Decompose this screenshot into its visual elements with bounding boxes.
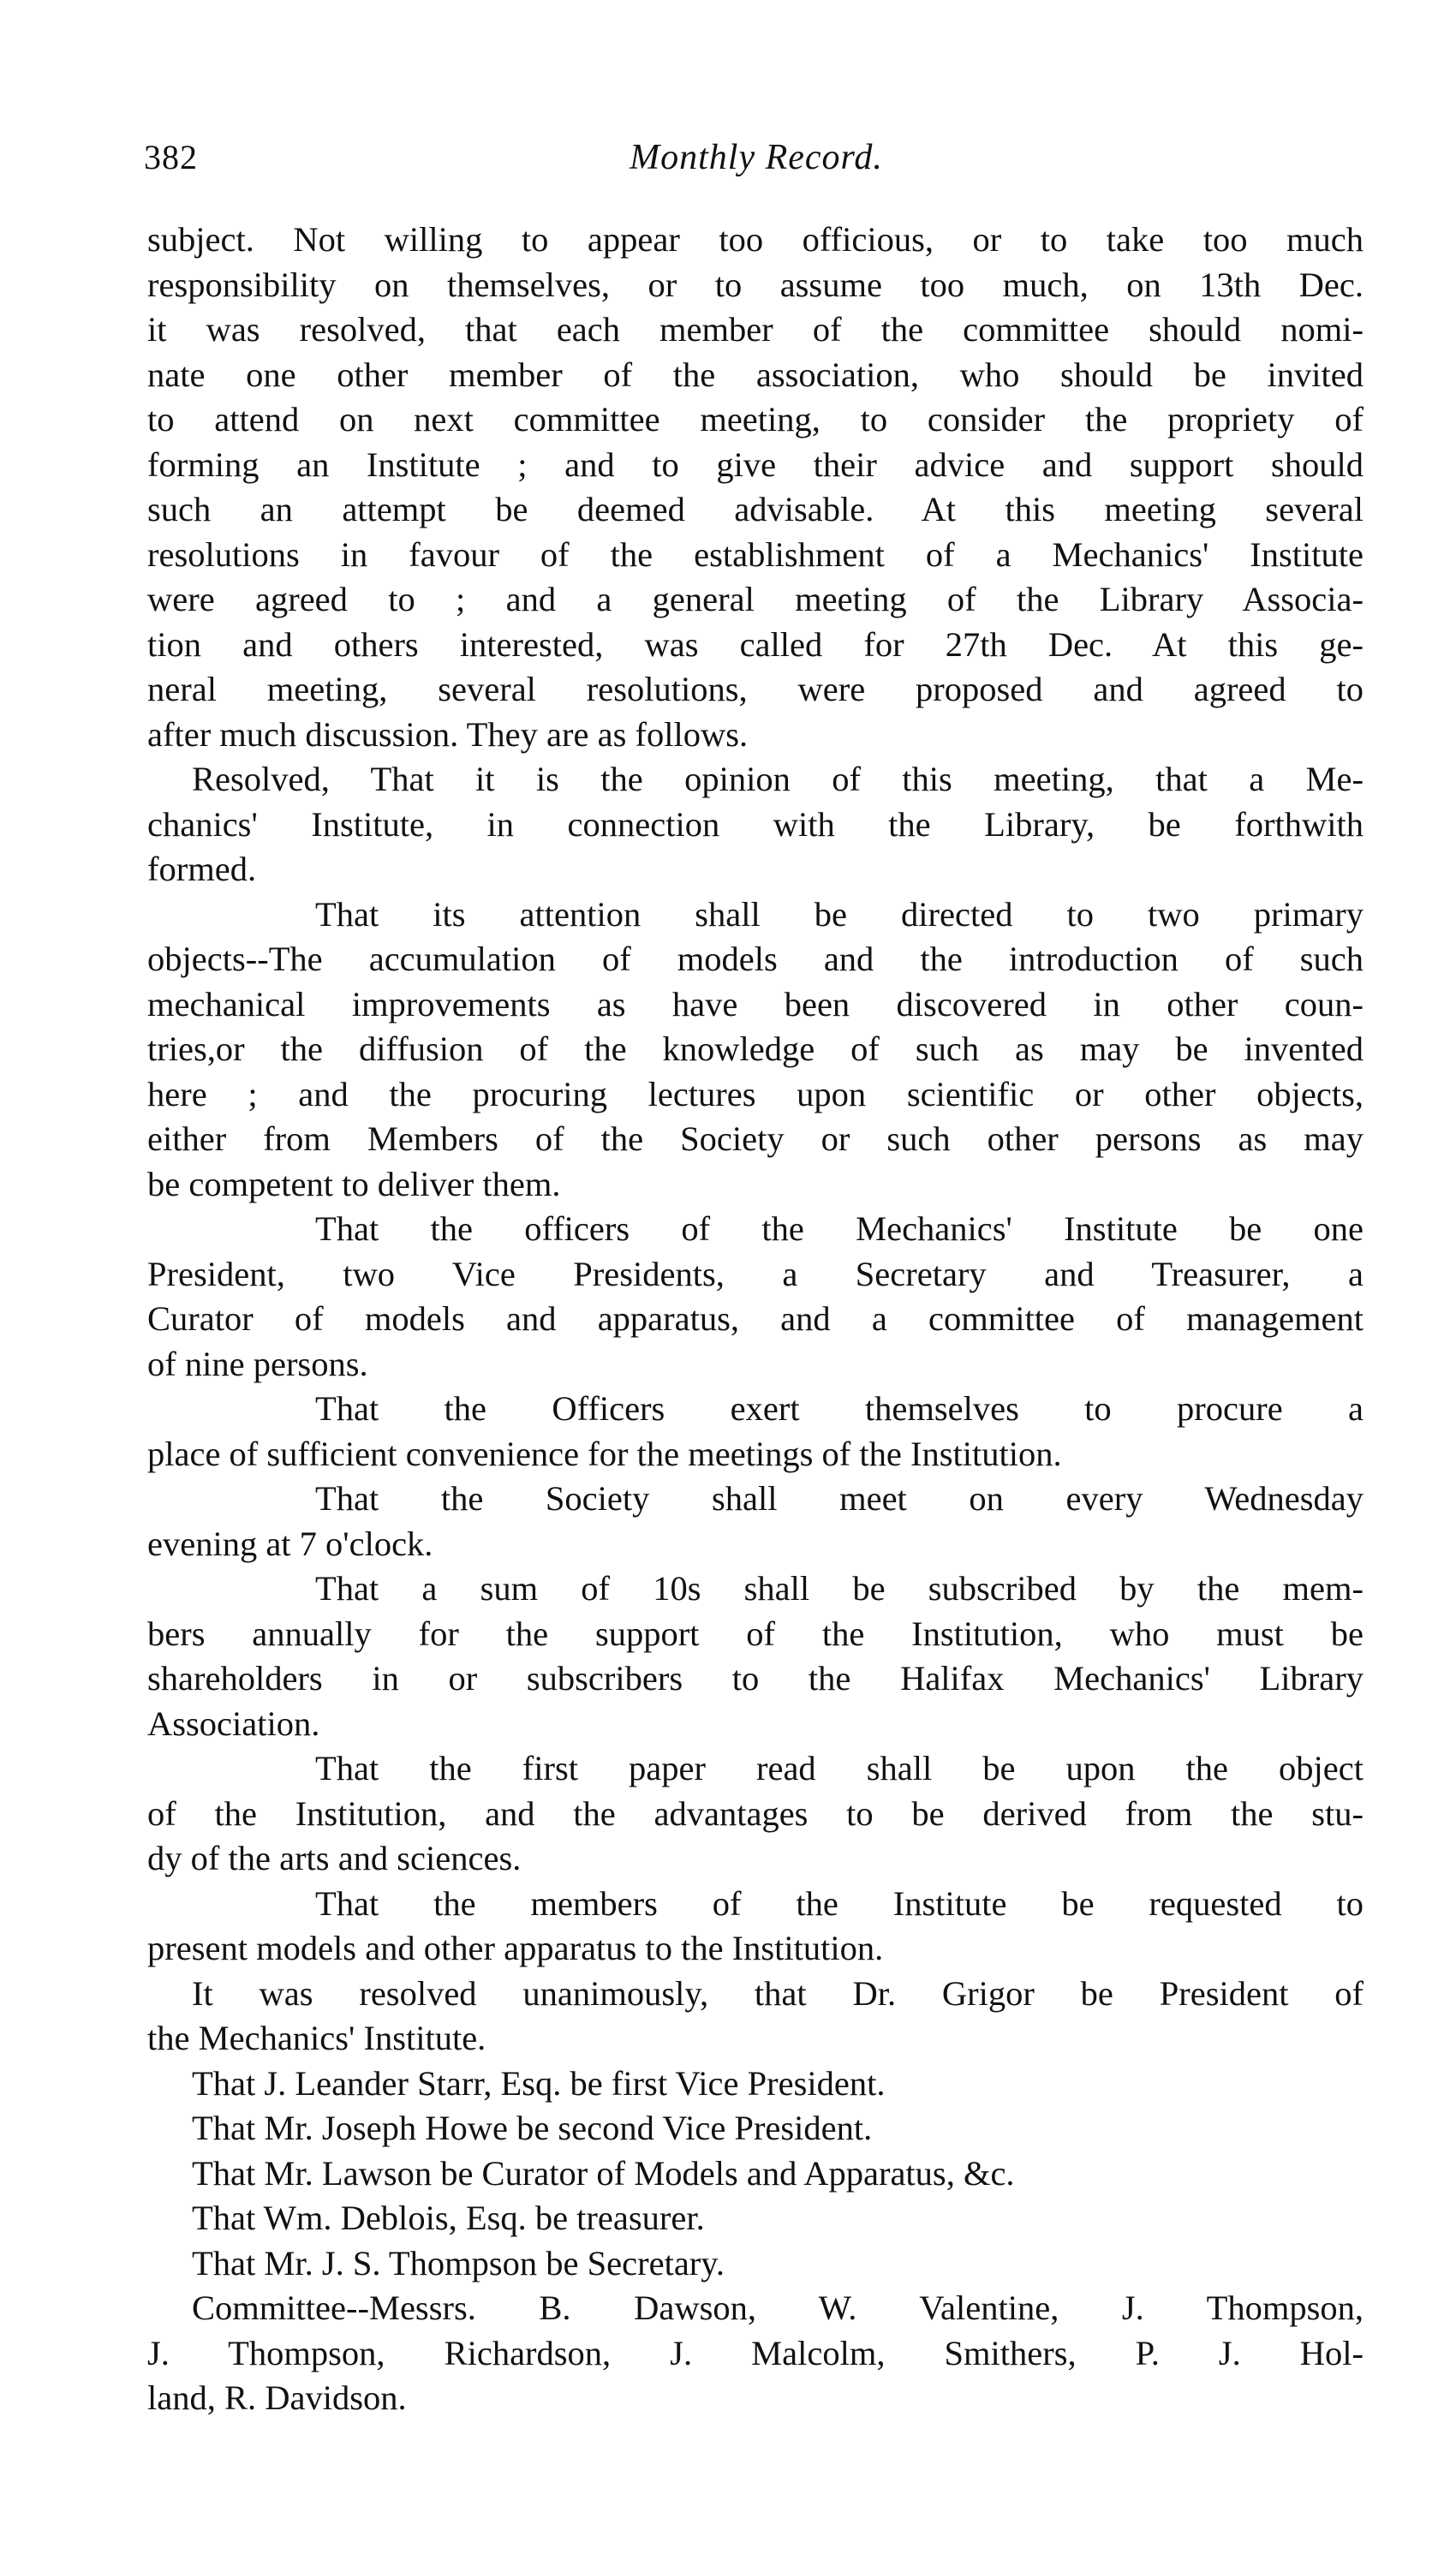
text-line: of nine persons. bbox=[147, 1344, 368, 1383]
paragraph-second-vice bbox=[147, 2106, 1364, 2151]
text-line: It was resolved unanimously, that Dr. Grigor be President of bbox=[192, 1973, 1364, 2013]
body-text bbox=[147, 218, 1364, 2421]
text-line: it was resolved, that each member of the committee should nomi- bbox=[147, 310, 1364, 349]
text-line: after much discussion. They are as follows. bbox=[147, 714, 749, 754]
text-line: tries,or the diffusion of the knowledge of such as may be invented bbox=[147, 1029, 1364, 1068]
text-line: to attend on next committee meeting, to consider the propriety of bbox=[147, 400, 1364, 439]
paragraph-curator bbox=[147, 2151, 1364, 2197]
paragraph-subscription bbox=[147, 1566, 1364, 1746]
paragraph-officers bbox=[147, 1207, 1364, 1387]
text-line: Resolved, That it is the opinion of this meeting, that a Me- bbox=[192, 760, 1364, 798]
text-line: either from Members of the Society or such other persons as may bbox=[147, 1119, 1364, 1158]
text-line: formed. bbox=[147, 850, 257, 888]
text-line: That Wm. Deblois, Esq. be treasurer. bbox=[192, 2199, 705, 2237]
text-line: land, R. Davidson. bbox=[147, 2378, 407, 2417]
text-line: J. Thompson, Richardson, J. Malcolm, Smithers, P. J. Hol- bbox=[147, 2333, 1364, 2372]
text-line: tion and others interested, was called for 27th Dec. At this ge- bbox=[147, 624, 1364, 664]
text-line: subject. Not willing to appear too officious, or to take too much bbox=[147, 220, 1364, 259]
text-line: were agreed to ; and a general meeting of the Library Associa- bbox=[147, 580, 1364, 618]
text-line: place of sufficient convenience for the meetings of the Institution. bbox=[147, 1434, 1062, 1473]
paragraph-objects bbox=[147, 892, 1364, 1208]
text-line: That the members of the Institute be requested to bbox=[315, 1883, 1364, 1923]
text-line: Association. bbox=[147, 1704, 320, 1743]
paragraph-place bbox=[147, 1387, 1364, 1477]
text-line: nate one other member of the association, who should be invited bbox=[147, 355, 1364, 394]
paragraph-first-vice bbox=[147, 2062, 1364, 2107]
text-line: bers annually for the support of the Institution, who must be bbox=[147, 1614, 1364, 1653]
text-line: That Mr. Joseph Howe be second Vice President. bbox=[192, 2109, 873, 2147]
text-line: That its attention shall be directed to two primary bbox=[315, 894, 1364, 934]
text-line: That the Officers exert themselves to procure a bbox=[315, 1389, 1364, 1428]
text-line: shareholders in or subscribers to the Halifax Mechanics' Library bbox=[147, 1659, 1364, 1698]
text-line: such an attempt be deemed advisable. At this meeting several bbox=[147, 490, 1364, 528]
paragraph-intro bbox=[147, 218, 1364, 757]
text-line: President, two Vice Presidents, a Secretary and Treasurer, a bbox=[147, 1254, 1364, 1293]
text-line: the Mechanics' Institute. bbox=[147, 2019, 486, 2057]
text-line: Committee--Messrs. B. Dawson, W. Valentine, J. Thompson, bbox=[192, 2288, 1364, 2327]
paragraph-president bbox=[147, 1972, 1364, 2062]
text-line: Curator of models and apparatus, and a committee of management bbox=[147, 1299, 1364, 1338]
paragraph-first-paper bbox=[147, 1746, 1364, 1882]
text-line: present models and other apparatus to the Institution. bbox=[147, 1929, 884, 1967]
paragraph-secretary bbox=[147, 2241, 1364, 2287]
paragraph-committee bbox=[147, 2286, 1364, 2421]
paragraph-treasurer bbox=[147, 2196, 1364, 2241]
text-line: That the first paper read shall be upon the object bbox=[315, 1749, 1364, 1787]
text-line: responsibility on themselves, or to assume too much, on 13th Dec. bbox=[147, 265, 1364, 304]
paragraph-models bbox=[147, 1882, 1364, 1972]
paragraph-resolved bbox=[147, 757, 1364, 892]
text-line: neral meeting, several resolutions, were proposed and agreed to bbox=[147, 670, 1364, 708]
text-line: chanics' Institute, in connection with the Library, be forthwith bbox=[147, 804, 1364, 844]
text-line: That Mr. Lawson be Curator of Models and Apparatus, &c. bbox=[192, 2153, 1015, 2193]
text-line: here ; and the procuring lectures upon scientific or other objects, bbox=[147, 1074, 1364, 1113]
text-line: of the Institution, and the advantages to be derived from the stu- bbox=[147, 1793, 1364, 1833]
text-line: forming an Institute ; and to give their advice and support should bbox=[147, 445, 1364, 484]
text-line: mechanical improvements as have been discovered in other coun- bbox=[147, 984, 1364, 1023]
text-line: objects--The accumulation of models and the introduction of such bbox=[147, 940, 1364, 978]
page-number: 382 bbox=[144, 138, 198, 176]
running-head bbox=[144, 137, 1369, 188]
text-line: resolutions in favour of the establishment of a Mechanics' Institute bbox=[147, 534, 1364, 574]
paragraph-meetings bbox=[147, 1477, 1364, 1566]
text-line: That J. Leander Starr, Esq. be first Vice President. bbox=[192, 2063, 886, 2103]
running-title: Monthly Record. bbox=[630, 138, 883, 177]
text-line: That Mr. J. S. Thompson be Secretary. bbox=[192, 2243, 725, 2283]
text-line: That the officers of the Mechanics' Institute be one bbox=[315, 1209, 1364, 1248]
text-line: That a sum of 10s shall be subscribed by the mem- bbox=[315, 1569, 1364, 1608]
text-line: evening at 7 o'clock. bbox=[147, 1524, 433, 1563]
text-line: be competent to deliver them. bbox=[147, 1164, 561, 1203]
text-line: That the Society shall meet on every Wednesday bbox=[315, 1479, 1364, 1518]
text-line: dy of the arts and sciences. bbox=[147, 1839, 522, 1877]
